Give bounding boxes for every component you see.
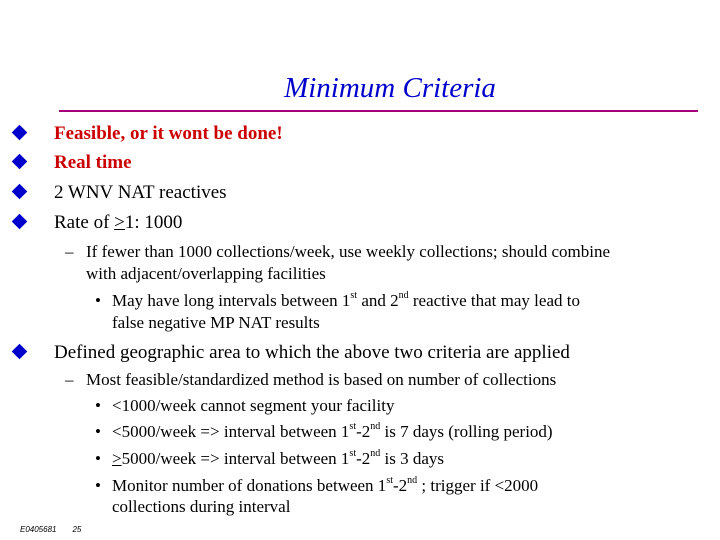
bullet-diamond-icon [12,154,28,170]
footer-code: E0405681 [20,525,57,534]
sub-monitor-line2: collections during interval [112,497,291,516]
sub-gt5000: >5000/week => interval between 1st-2nd is 3 days [112,448,445,468]
title-divider [59,110,698,112]
dot-marker: • [95,291,101,310]
bullet-diamond-icon [12,344,28,360]
sub-long-intervals-line1: May have long intervals between 1st and 2nd reactive that may lead to [112,290,580,310]
sub-monitor-line1: Monitor number of donations between 1st-2nd ; trigger if <2000 [112,475,539,495]
page-number: 25 [72,525,82,534]
slide-title: Minimum Criteria [284,72,496,104]
sub-fewer-than-line2: with adjacent/overlapping facilities [86,264,326,283]
bullet-defined-area: Defined geographic area to which the above two criteria are applied [54,342,570,363]
sub-most-feasible: Most feasible/standardized method is based on number of collections [86,370,557,389]
dash-marker: – [65,242,74,261]
bullet-real-time: Real time [54,152,132,173]
sub-lt5000: <5000/week => interval between 1st-2nd is 7 days (rolling period) [112,421,553,441]
dot-marker: • [95,476,101,495]
bullet-feasible: Feasible, or it wont be done! [54,123,283,144]
sub-lt1000: <1000/week cannot segment your facility [112,396,395,415]
sub-fewer-than-line1: If fewer than 1000 collections/week, use weekly collections; should combine [86,242,611,261]
bullet-diamond-icon [12,125,28,141]
bullet-wnv-nat: 2 WNV NAT reactives [54,182,227,203]
bullet-diamond-icon [12,184,28,200]
dot-marker: • [95,396,101,415]
dot-marker: • [95,422,101,441]
dot-marker: • [95,449,101,468]
sub-long-intervals-line2: false negative MP NAT results [112,313,320,332]
bullet-rate: Rate of >1: 1000 [54,212,183,233]
dash-marker: – [65,370,74,389]
bullet-diamond-icon [12,214,28,230]
slide-footer [20,525,97,534]
